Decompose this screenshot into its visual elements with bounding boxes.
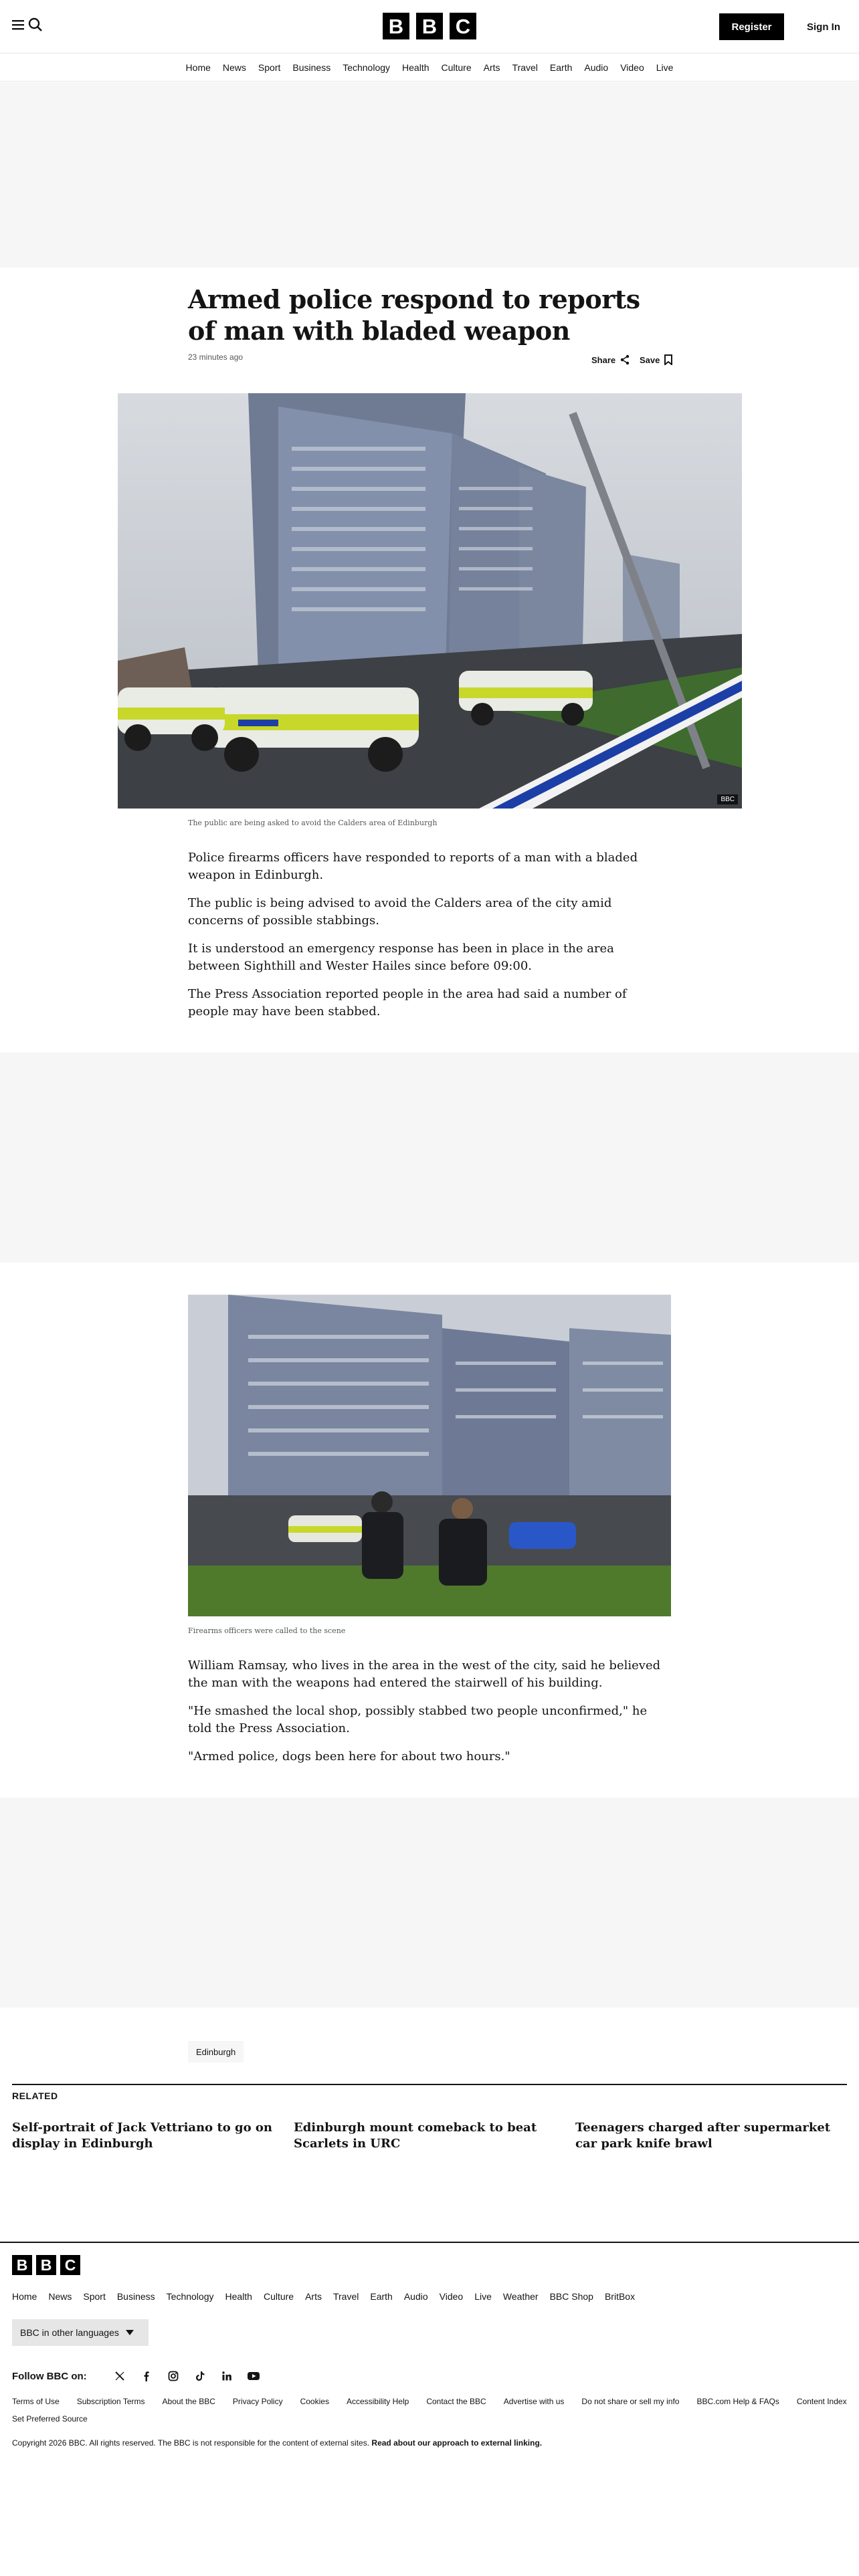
masthead	[0, 0, 859, 53]
article-paragraph: William Ramsay, who lives in the area in the west of the city, said he believed the man with the weapons had entered the stairwell of his building.	[188, 1658, 661, 1690]
logo-letter: B	[36, 2255, 56, 2275]
nav-item-travel[interactable]: Travel	[512, 62, 538, 73]
footer-divider	[0, 2242, 859, 2243]
footer-link[interactable]: Privacy Policy	[232, 2397, 283, 2406]
footer-nav-item[interactable]: Technology	[166, 2291, 214, 2302]
logo-letter: B	[12, 2255, 32, 2275]
search-icon	[28, 17, 43, 32]
article-image-firearms-officers	[188, 1295, 671, 1616]
nav-item-arts[interactable]: Arts	[483, 62, 500, 73]
article-paragraph: Police firearms officers have responded to reports of a man with a bladed weapon in Edinburgh.	[188, 851, 638, 882]
follow-label: Follow BBC on:	[12, 2370, 87, 2382]
bookmark-icon	[664, 354, 673, 365]
footer-links	[12, 2397, 847, 2424]
social-links	[114, 2370, 260, 2382]
image-caption: Firearms officers were called to the scene	[188, 1626, 346, 1635]
footer-link[interactable]: About the BBC	[162, 2397, 215, 2406]
linkedin-icon[interactable]	[221, 2370, 233, 2382]
facebook-icon[interactable]	[140, 2370, 153, 2382]
chevron-down-icon	[126, 2330, 134, 2335]
other-languages-label: BBC in other languages	[20, 2327, 119, 2338]
footer-link[interactable]: Contact the BBC	[426, 2397, 486, 2406]
nav-item-business[interactable]: Business	[292, 62, 331, 73]
advertisement-slot-top	[0, 82, 859, 267]
footer-nav-item[interactable]: BritBox	[604, 2291, 636, 2302]
footer-link[interactable]: Accessibility Help	[346, 2397, 409, 2406]
footer-navigation	[12, 2291, 635, 2302]
advertisement-slot-bottom	[0, 1798, 859, 2008]
nav-item-culture[interactable]: Culture	[441, 62, 472, 73]
footer-link[interactable]: Set Preferred Source	[12, 2414, 88, 2424]
footer-nav-item[interactable]: Weather	[502, 2291, 539, 2302]
footer-nav-item[interactable]: Live	[474, 2291, 492, 2302]
bbc-logo[interactable]	[383, 13, 476, 39]
logo-letter: C	[450, 13, 476, 39]
sign-in-button[interactable]: Sign In	[807, 21, 840, 33]
related-link[interactable]: Teenagers charged after supermarket car park knife brawl	[575, 2121, 831, 2151]
share-label: Share	[591, 354, 616, 365]
nav-item-video[interactable]: Video	[620, 62, 644, 73]
footer-nav-item[interactable]: BBC Shop	[549, 2291, 593, 2302]
footer-link[interactable]: Cookies	[300, 2397, 329, 2406]
footer-nav-item[interactable]: Arts	[305, 2291, 322, 2302]
article-image-police-scene	[118, 393, 742, 809]
footer-link[interactable]: Content Index	[796, 2397, 847, 2406]
youtube-icon[interactable]	[248, 2370, 260, 2382]
footer-nav-item[interactable]: News	[48, 2291, 72, 2302]
nav-item-live[interactable]: Live	[656, 62, 674, 73]
nav-item-earth[interactable]: Earth	[549, 62, 573, 73]
footer-link[interactable]: Do not share or sell my info	[581, 2397, 680, 2406]
article-paragraph: The Press Association reported people in the area had said a number of people may have been stabbed.	[188, 987, 627, 1018]
related-divider	[12, 2084, 847, 2085]
save-button[interactable]	[640, 354, 673, 365]
advertisement-slot-middle	[0, 1053, 859, 1263]
footer-nav-item[interactable]: Health	[225, 2291, 252, 2302]
footer-nav-item[interactable]: Business	[116, 2291, 155, 2302]
logo-letter: B	[383, 13, 409, 39]
nav-item-audio[interactable]: Audio	[584, 62, 609, 73]
footer-nav-item[interactable]: Audio	[403, 2291, 428, 2302]
copyright-text: Copyright 2026 BBC. All rights reserved. The BBC is not responsible for the content of external sites.	[12, 2438, 370, 2448]
footer-link[interactable]: Subscription Terms	[76, 2397, 145, 2406]
nav-item-sport[interactable]: Sport	[258, 62, 281, 73]
article-paragraph: "Armed police, dogs been here for about two hours."	[188, 1749, 510, 1763]
copyright-notice	[12, 2438, 542, 2448]
main-navigation	[0, 54, 859, 82]
nav-item-news[interactable]: News	[222, 62, 246, 73]
footer-nav-item[interactable]: Sport	[83, 2291, 106, 2302]
tiktok-icon[interactable]	[194, 2370, 206, 2382]
nav-item-home[interactable]: Home	[185, 62, 211, 73]
article-headline: Armed police respond to reports of man with bladed weapon	[188, 284, 640, 346]
footer-nav-item[interactable]: Video	[439, 2291, 464, 2302]
save-label: Save	[640, 354, 660, 365]
footer-nav-item[interactable]: Travel	[332, 2291, 359, 2302]
image-credit: BBC	[717, 794, 738, 804]
image-caption: The public are being asked to avoid the Calders area of Edinburgh	[188, 819, 438, 827]
instagram-icon[interactable]	[167, 2370, 179, 2382]
footer-bbc-logo[interactable]	[12, 2255, 80, 2275]
article-paragraph: The public is being advised to avoid the Calders area of the city amid concerns of possible stabbings.	[188, 896, 612, 928]
logo-letter: C	[60, 2255, 80, 2275]
related-link[interactable]: Edinburgh mount comeback to beat Scarlets in URC	[294, 2121, 537, 2151]
footer-link[interactable]: Terms of Use	[12, 2397, 60, 2406]
share-button[interactable]	[591, 354, 630, 365]
topic-tag[interactable]: Edinburgh	[188, 2041, 244, 2062]
menu-icon	[12, 18, 25, 31]
menu-search-button[interactable]	[12, 17, 43, 32]
related-link[interactable]: Self-portrait of Jack Vettriano to go on display in Edinburgh	[12, 2121, 272, 2151]
footer-nav-item[interactable]: Earth	[370, 2291, 393, 2302]
register-button[interactable]: Register	[719, 13, 784, 40]
article-paragraph: "He smashed the local shop, possibly stabbed two people unconfirmed," he told the Press Association.	[188, 1704, 648, 1735]
follow-bbc	[12, 2370, 260, 2382]
footer-nav-item[interactable]: Home	[12, 2291, 37, 2302]
article-paragraph: It is understood an emergency response has been in place in the area between Sighthill and Wester Hailes since before 09:00.	[188, 942, 614, 973]
other-languages-button[interactable]	[12, 2319, 149, 2346]
footer-link[interactable]: Advertise with us	[503, 2397, 565, 2406]
related-heading: RELATED	[12, 2090, 58, 2101]
nav-item-technology[interactable]: Technology	[343, 62, 391, 73]
share-icon	[619, 354, 630, 365]
nav-item-health[interactable]: Health	[402, 62, 430, 73]
article-timestamp: 23 minutes ago	[188, 352, 244, 362]
logo-letter: B	[416, 13, 443, 39]
footer-nav-item[interactable]: Culture	[263, 2291, 294, 2302]
x-icon[interactable]	[114, 2370, 126, 2382]
footer-link[interactable]: BBC.com Help & FAQs	[696, 2397, 779, 2406]
external-linking-link[interactable]: Read about our approach to external linking.	[371, 2438, 543, 2448]
